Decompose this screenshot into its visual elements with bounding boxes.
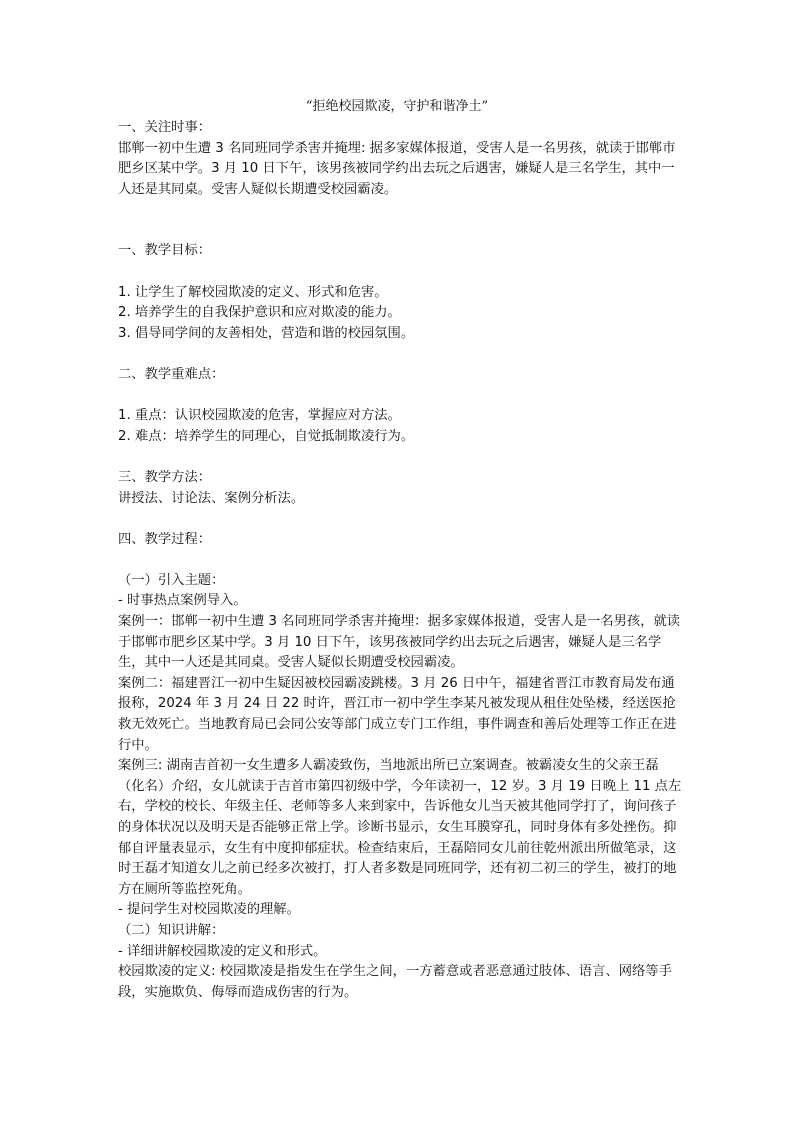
spacer (118, 386, 684, 407)
knowledge-bullet: - 详细讲解校园欺凌的定义和形式。 (118, 943, 327, 959)
spacer (118, 447, 684, 468)
spacer (118, 344, 684, 365)
case-three: 案例三: 湖南吉首初一女生遭多人霸凌致伤，当地派出所已立案调查。被霸凌女生的父亲王磊（化名）介绍，女儿就读于吉首市第四初级中学，今年读初一，12 岁。3 月 19 日晚上 11 点左右，学校的校长、年级主任、老师等多人来到家中，告诉他女儿当天被其他同学打了，询问孩子的身体状况以及明天是否能够正常上学。诊断书显示，女生耳膜穿孔，同时身体有多处挫伤。抑郁自评量表显示，女生有中度抑郁症状。检查结束后，王磊陪同女儿前往乾州派出所做笔录，这时王磊才知道女儿之前已经多次被打，打人者多数是同班同学，还有初二初三的学生，被打的地方在厕所等监控死角。 (118, 758, 682, 897)
goal-item: 2. 培养学生的自我保护意识和应对欺凌的能力。 (118, 305, 401, 321)
spacer (118, 262, 684, 283)
case-one: 案例一：邯郸一初中生遭 3 名同班同学杀害并掩埋：据多家媒体报道，受害人是一名男孩，就读于邯郸市肥乡区某中学。3 月 10 日下午，该男孩被同学约出去玩之后遇害，嫌疑人是三名学生，其中一人还是其同桌。受害人疑似长期遭受校园霸凌。 (118, 614, 681, 671)
goals-heading: 一、教学目标： (118, 243, 212, 259)
news-paragraph: 邯郸一初中生遭 3 名同班同学杀害并掩埋: 据多家媒体报道，受害人是一名男孩，就读于邯郸市肥乡区某中学。3 月 10 日下午，该男孩被同学约出去玩之后遇害，嫌疑人是三名学生，其中一人还是其同桌。受害人疑似长期遭受校园霸凌。 (118, 140, 676, 197)
document-body (118, 118, 684, 1003)
goal-item: 1. 让学生了解校园欺凌的定义、形式和危害。 (118, 284, 388, 300)
intro-bullet: - 时事热点案例导入。 (118, 593, 247, 609)
document-title: “拒绝校园欺凌，守护和谐净土” (305, 99, 489, 114)
news-heading: 一、关注时事： (118, 120, 212, 135)
keypoints-heading: 二、教学重难点： (118, 366, 225, 382)
keypoint-item: 1. 重点：认识校园欺凌的危害，掌握应对方法。 (118, 408, 401, 424)
keypoint-item: 2. 难点：培养学生的同理心，自觉抵制欺凌行为。 (118, 428, 415, 444)
intro-heading: （一）引入主题： (118, 572, 225, 588)
methods-text: 讲授法、讨论法、案例分析法。 (118, 490, 305, 506)
spacer (118, 200, 684, 241)
spacer (118, 509, 684, 530)
process-heading: 四、教学过程： (118, 531, 212, 547)
definition-paragraph: 校园欺凌的定义: 校园欺凌是指发生在学生之间，一方蓄意或者恶意通过肢体、语言、网络等手段，实施欺负、侮辱而造成伤害的行为。 (118, 964, 672, 1000)
knowledge-heading: （二）知识讲解： (118, 922, 225, 938)
goal-item: 3. 倡导同学间的友善相处，营造和谐的校园氛围。 (118, 325, 415, 341)
intro-bullet-question: - 提问学生对校园欺凌的理解。 (118, 902, 300, 918)
case-two: 案例二：福建晋江一初中生疑因被校园霸凌跳楼。3 月 26 日中午，福建省晋江市教育局发布通报称，2024 年 3 月 24 日 22 时许，晋江市一初中学生李某凡被发现从租住处坠楼，经送医抢救无效死亡。当地教育局已会同公安等部门成立专门工作组，事件调查和善后处理等工作正在进行中。 (118, 675, 677, 753)
spacer (118, 550, 684, 571)
methods-heading: 三、教学方法： (118, 469, 212, 485)
